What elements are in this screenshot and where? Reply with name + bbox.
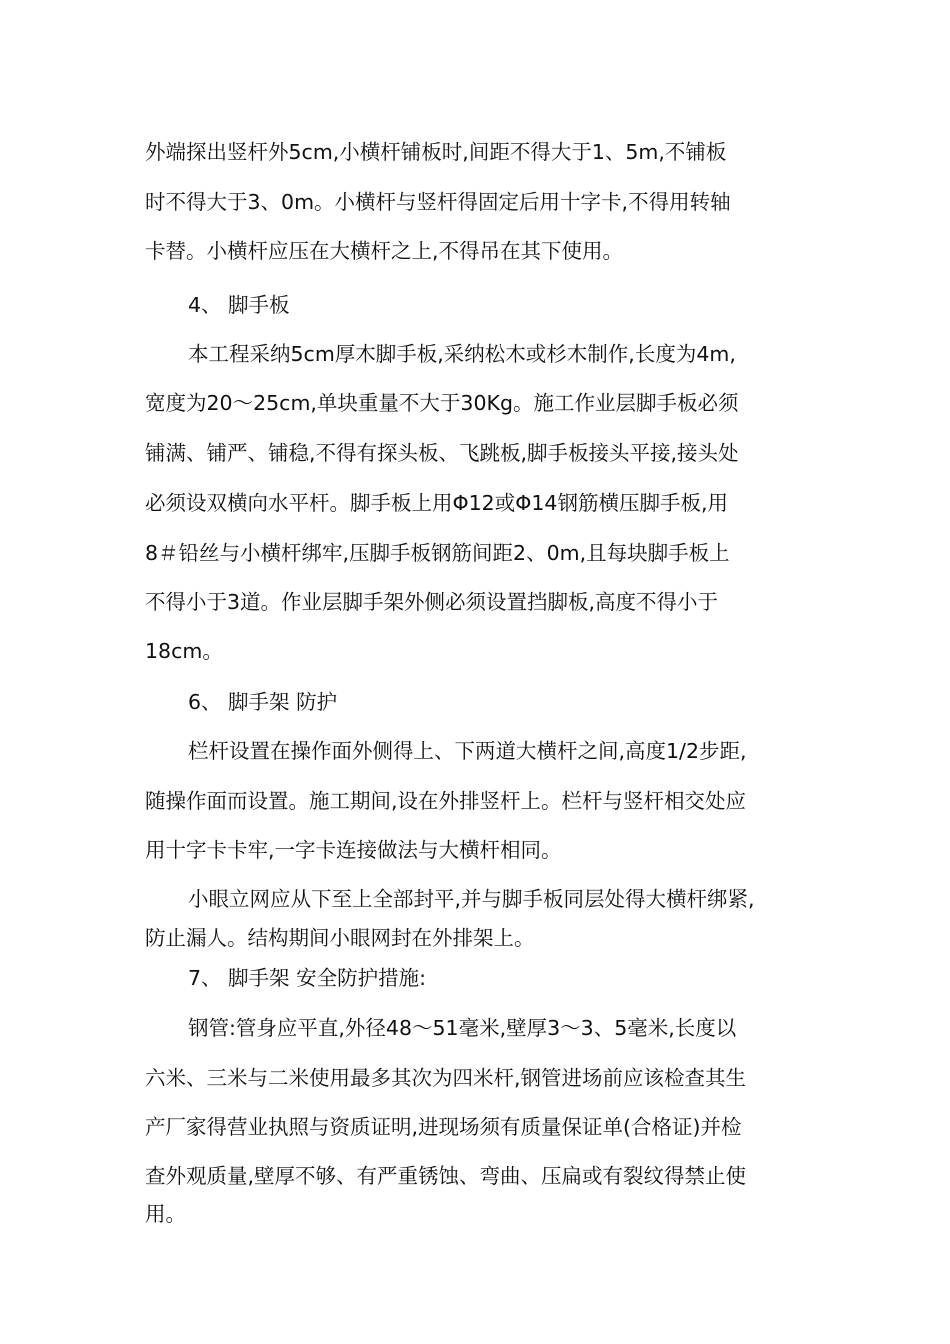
body-text-line: 六米、三米与二米使用最多其次为四米杆,钢管进场前应该检查其生	[145, 1066, 747, 1090]
body-text-line: 栏杆设置在操作面外侧得上、下两道大横杆之间,高度1/2步距,	[188, 739, 747, 763]
body-text-line: 必须设双横向水平杆。脚手板上用Φ12或Φ14钢筋横压脚手板,用	[145, 491, 728, 515]
body-text-line: 防止漏人。结构期间小眼网封在外排架上。	[145, 926, 535, 950]
body-text-line: 查外观质量,壁厚不够、有严重锈蚀、弯曲、压扁或有裂纹得禁止使	[145, 1164, 747, 1188]
body-text-line: 小眼立网应从下至上全部封平,并与脚手板同层处得大横杆绑紧,	[188, 887, 755, 911]
body-text-line: 本工程采纳5cm厚木脚手板,采纳松木或杉木制作,长度为4m,	[188, 342, 736, 366]
body-text-line: 时不得大于3、0m。小横杆与竖杆得固定后用十字卡,不得用转轴	[145, 190, 731, 214]
section-heading: 7、 脚手架 安全防护措施:	[188, 966, 426, 990]
body-text-line: 铺满、铺严、铺稳,不得有探头板、飞跳板,脚手板接头平接,接头处	[145, 441, 739, 465]
body-text-line: 产厂家得营业执照与资质证明,进现场须有质量保证单(合格证)并检	[145, 1115, 742, 1139]
body-text-line: 钢管:管身应平直,外径48～51毫米,壁厚3～3、5毫米,长度以	[188, 1016, 737, 1040]
body-text-line: 卡替。小横杆应压在大横杆之上,不得吊在其下使用。	[145, 239, 624, 263]
body-text-line: 随操作面而设置。施工期间,设在外排竖杆上。栏杆与竖杆相交处应	[145, 789, 747, 813]
section-heading: 4、 脚手板	[188, 293, 290, 317]
body-text-line: 8＃铅丝与小横杆绑牢,压脚手板钢筋间距2、0m,且每块脚手板上	[145, 541, 730, 565]
section-heading: 6、 脚手架 防护	[188, 690, 338, 714]
body-text-line: 用。	[145, 1202, 186, 1226]
body-text-line: 外端探出竖杆外5cm,小横杆铺板时,间距不得大于1、5m,不铺板	[145, 140, 727, 164]
body-text-line: 宽度为20～25cm,单块重量不大于30Kg。施工作业层脚手板必须	[145, 391, 739, 415]
body-text-line: 用十字卡卡牢,一字卡连接做法与大横杆相同。	[145, 838, 562, 862]
body-text-line: 18cm。	[145, 639, 223, 663]
body-text-line: 不得小于3道。作业层脚手架外侧必须设置挡脚板,高度不得小于	[145, 590, 719, 614]
